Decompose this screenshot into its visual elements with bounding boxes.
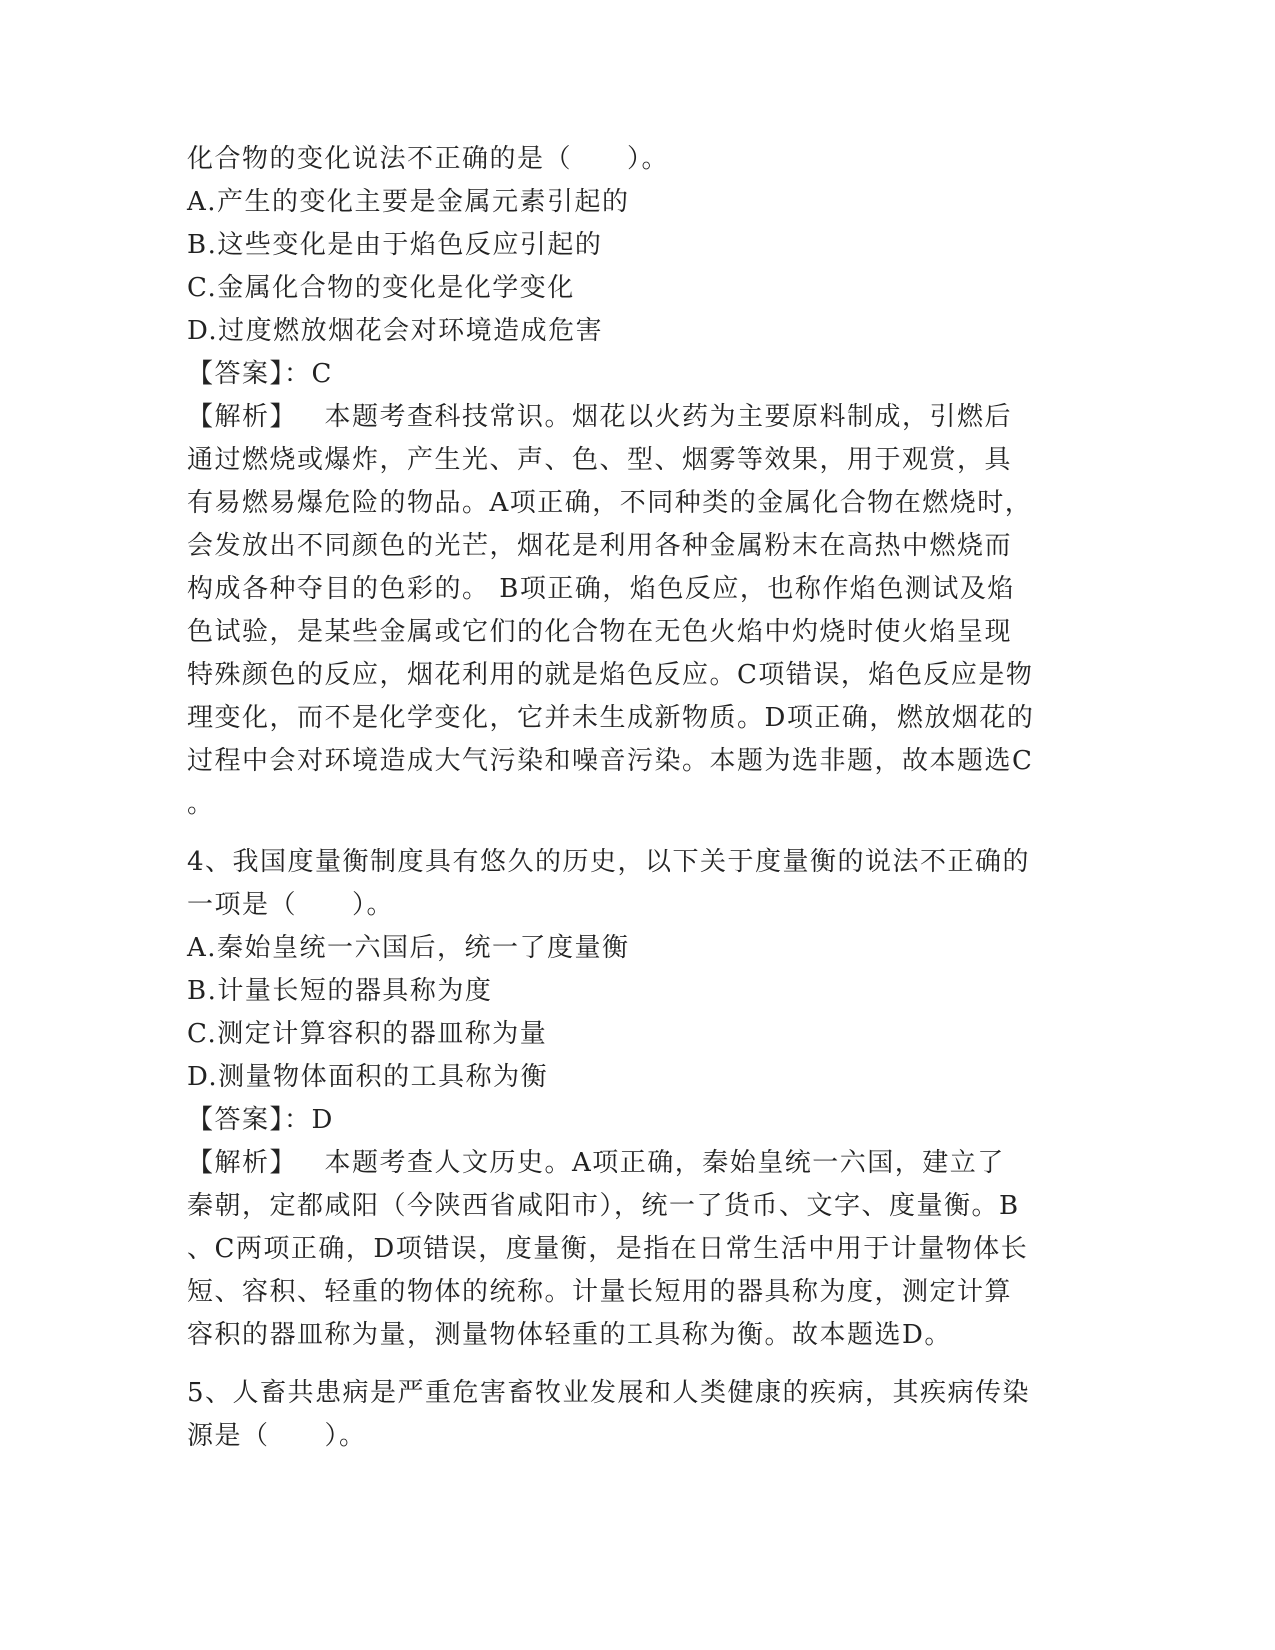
- analysis-line: 构成各种夺目的色彩的。 B项正确，焰色反应，也称作焰色测试及焰: [187, 574, 1015, 604]
- question-3: [187, 138, 1087, 826]
- question-stem-line: 一项是（ ）。: [187, 890, 395, 920]
- analysis-text: 本题考查科技常识。烟花以火药为主要原料制成，引燃后: [297, 402, 1013, 432]
- answer-label: 【答案】：: [187, 359, 312, 389]
- analysis-line: 、C两项正确，D项错误，度量衡，是指在日常生活中用于计量物体长: [187, 1234, 1029, 1264]
- analysis-line: 色试验，是某些金属或它们的化合物在无色火焰中灼烧时使火焰呈现: [187, 617, 1013, 647]
- question-stem-line: 化合物的变化说法不正确的是（ ）。: [187, 144, 670, 174]
- option-b: B.这些变化是由于焰色反应引起的: [187, 230, 603, 260]
- question-stem-line: 源是（ ）。: [187, 1421, 367, 1451]
- option-c: C.金属化合物的变化是化学变化: [187, 273, 575, 303]
- analysis-line: [187, 396, 1087, 439]
- option-a: A.秦始皇统一六国后，统一了度量衡: [187, 933, 630, 963]
- question-5: [187, 1372, 1087, 1458]
- option-d: D.测量物体面积的工具称为衡: [187, 1062, 549, 1092]
- answer-value: C: [311, 359, 333, 389]
- analysis-label: 【解析】: [187, 402, 298, 432]
- analysis-line: 。: [187, 789, 215, 819]
- question-stem-line: 5、人畜共患病是严重危害畜牧业发展和人类健康的疾病，其疾病传染: [187, 1378, 1031, 1408]
- analysis-line: 容积的器皿称为量，测量物体轻重的工具称为衡。故本题选D。: [187, 1320, 952, 1350]
- analysis-line: 通过燃烧或爆炸，产生光、声、色、型、烟雾等效果，用于观赏，具: [187, 445, 1013, 475]
- question-4: [187, 841, 1087, 1357]
- question-stem-line: 4、我国度量衡制度具有悠久的历史，以下关于度量衡的说法不正确的: [187, 847, 1031, 877]
- analysis-line: [187, 1142, 1087, 1185]
- option-c: C.测定计算容积的器皿称为量: [187, 1019, 548, 1049]
- analysis-line: 特殊颜色的反应，烟花利用的就是焰色反应。C项错误，焰色反应是物: [187, 660, 1034, 690]
- analysis-line: 短、容积、轻重的物体的统称。计量长短用的器具称为度，测定计算: [187, 1277, 1013, 1307]
- answer-line: [187, 1099, 1087, 1142]
- option-d: D.过度燃放烟花会对环境造成危害: [187, 316, 604, 346]
- document-page: [187, 138, 1087, 1458]
- answer-label: 【答案】：: [187, 1105, 312, 1135]
- analysis-line: 会发放出不同颜色的光芒，烟花是利用各种金属粉末在高热中燃烧而: [187, 531, 1013, 561]
- analysis-line: 理变化，而不是化学变化，它并未生成新物质。D项正确，燃放烟花的: [187, 703, 1035, 733]
- analysis-text: 本题考查人文历史。A项正确，秦始皇统一六国，建立了: [297, 1148, 1005, 1178]
- analysis-line: 过程中会对环境造成大气污染和噪音污染。本题为选非题，故本题选C: [187, 746, 1034, 776]
- option-b: B.计量长短的器具称为度: [187, 976, 493, 1006]
- analysis-line: 秦朝，定都咸阳（今陕西省咸阳市），统一了货币、文字、度量衡。B: [187, 1191, 1020, 1221]
- answer-line: [187, 353, 1087, 396]
- option-a: A.产生的变化主要是金属元素引起的: [187, 187, 630, 217]
- analysis-label: 【解析】: [187, 1148, 298, 1178]
- analysis-line: 有易燃易爆危险的物品。A项正确，不同种类的金属化合物在燃烧时，: [187, 488, 1033, 518]
- answer-value: D: [311, 1105, 334, 1135]
